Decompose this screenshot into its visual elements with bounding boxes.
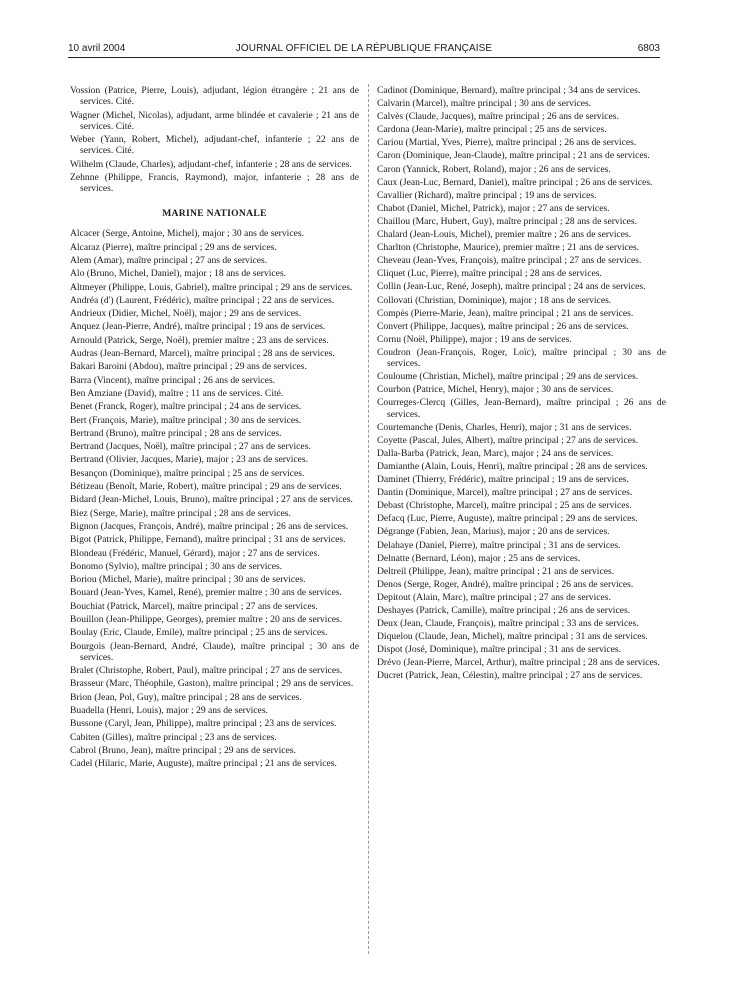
list-entry: Cadel (Hilaric, Marie, Auguste), maître principal ; 21 ans de services. — [70, 758, 337, 770]
list-entry: Besançon (Dominique), maître principal ; 25 ans de services. — [70, 467, 305, 479]
column-divider — [368, 84, 369, 954]
list-entry: Bignon (Jacques, François, André), maître principal ; 26 ans de services. — [70, 520, 349, 532]
list-entry: Convert (Philippe, Jacques), maître principal ; 26 ans de services. — [377, 320, 629, 332]
list-entry: Caron (Dominique, Jean-Claude), maître principal ; 21 ans de services. — [377, 150, 650, 162]
list-entry: Weber (Yann, Robert, Michel), adjudant-chef, infanterie ; 22 ans de services. Cité. — [70, 134, 359, 157]
list-entry: Boulay (Eric, Claude, Emile), maître principal ; 25 ans de services. — [70, 627, 328, 639]
list-entry: Cliquet (Luc, Pierre), maître principal ; 28 ans de services. — [377, 268, 602, 280]
list-entry: Delahaye (Daniel, Pierre), maître principal ; 31 ans de services. — [377, 539, 621, 551]
list-entry: Collovati (Christian, Dominique), major ; 18 ans de services. — [377, 294, 612, 306]
list-entry: Compès (Pierre-Marie, Jean), maître principal ; 21 ans de services. — [377, 307, 634, 319]
list-entry: Bert (François, Marie), maître principal ; 30 ans de services. — [70, 414, 302, 426]
list-entry: Couloume (Christian, Michel), maître principal ; 29 ans de services. — [377, 371, 639, 383]
list-entry: Arnould (Patrick, Serge, Noël), premier maître ; 23 ans de services. — [70, 334, 329, 346]
list-entry: Chaillou (Marc, Hubert, Guy), maître principal ; 28 ans de services. — [377, 215, 638, 227]
list-entry: Denos (Serge, Roger, André), maître principal ; 26 ans de services. — [377, 578, 634, 590]
list-entry: Deshayes (Patrick, Camille), maître principal ; 26 ans de services. — [377, 604, 631, 616]
list-entry: Alem (Amar), maître principal ; 27 ans de services. — [70, 255, 268, 266]
list-entry: Barra (Vincent), maître principal ; 26 ans de services. — [70, 374, 276, 386]
list-entry: Andrieux (Didier, Michel, Noël), major ; 29 ans de services. — [70, 308, 302, 320]
list-entry: Diquelou (Claude, Jean, Michel), maître principal ; 31 ans de services. — [377, 631, 648, 643]
list-entry: Alcaraz (Pierre), maître principal ; 29 ans de services. — [70, 241, 277, 253]
list-entry: Chabot (Daniel, Michel, Patrick), major ; 27 ans de services. — [377, 202, 610, 214]
list-entry: Dalla-Barba (Patrick, Jean, Marc), major ; 24 ans de services. — [377, 447, 614, 459]
list-entry: Daminet (Thierry, Frédéric), maître principal ; 19 ans de services. — [377, 474, 629, 486]
list-entry: Cardona (Jean-Marie), maître principal ; 25 ans de services. — [377, 124, 607, 136]
header-page-number: 6803 — [637, 43, 660, 54]
page-header — [68, 43, 660, 57]
left-main-entries — [70, 228, 359, 769]
list-entry: Chalard (Jean-Louis, Michel), premier maître ; 26 ans de services. — [377, 229, 632, 241]
list-entry: Bertrand (Olivier, Jacques, Marie), major ; 23 ans de services. — [70, 454, 309, 466]
list-entry: Benet (Franck, Roger), maître principal ; 24 ans de services. — [70, 401, 302, 413]
list-entry: Altmeyer (Philippe, Louis, Gabriel), maître principal ; 29 ans de services. — [70, 281, 353, 293]
list-entry: Dantin (Dominique, Marcel), maître principal ; 27 ans de services. — [377, 487, 633, 499]
list-entry: Coudron (Jean-François, Roger, Loïc), maître principal ; 30 ans de services. — [377, 346, 666, 370]
list-entry: Ben Amziane (David), maître ; 11 ans de services. Cité. — [70, 387, 284, 399]
list-entry: Ducret (Patrick, Jean, Célestin), maître principal ; 27 ans de services. — [377, 670, 643, 682]
list-entry: Buadella (Henri, Louis), major ; 29 ans de services. — [70, 705, 268, 716]
list-entry: Defacq (Luc, Pierre, Auguste), maître principal ; 29 ans de services. — [377, 513, 638, 525]
list-entry: Bakari Baroini (Abdou), maître principal ; 29 ans de services. — [70, 361, 307, 373]
list-entry: Debast (Christophe, Marcel), maître principal ; 25 ans de services. — [377, 500, 632, 512]
right-main-entries — [377, 85, 666, 682]
right-column — [377, 85, 666, 684]
list-entry: Brasseur (Marc, Théophile, Gaston), maître principal ; 29 ans de services. — [70, 678, 354, 690]
list-entry: Brion (Jean, Pol, Guy), maître principal ; 28 ans de services. — [70, 691, 302, 703]
list-entry: Deltreil (Philippe, Jean), maître principal ; 21 ans de services. — [377, 565, 615, 577]
list-entry: Cariou (Martial, Yves, Pierre), maître principal ; 26 ans de services. — [377, 137, 637, 149]
list-entry: Cabiten (Gilles), maître principal ; 23 ans de services. — [70, 731, 277, 743]
list-entry: Courtemanche (Denis, Charles, Henri), major ; 31 ans de services. — [377, 421, 632, 433]
list-entry: Bourgois (Jean-Bernard, André, Claude), maître principal ; 30 ans de services. — [70, 640, 359, 663]
list-entry: Depitout (Alain, Marc), maître principal ; 27 ans de services. — [377, 591, 611, 603]
list-entry: Anquez (Jean-Pierre, André), maître principal ; 19 ans de services. — [70, 321, 326, 333]
list-entry: Bigot (Patrick, Philippe, Fernand), maître principal ; 31 ans de services. — [70, 534, 346, 546]
list-entry: Cadinot (Dominique, Bernard), maître principal ; 34 ans de services. — [377, 85, 641, 96]
list-entry: Bonomo (Sylvio), maître principal ; 30 ans de services. — [70, 560, 283, 572]
list-entry: Bouillon (Jean-Philippe, Georges), premier maître ; 20 ans de services. — [70, 614, 343, 626]
list-entry: Cabrol (Bruno, Jean), maître principal ; 29 ans de services. — [70, 744, 296, 756]
section-title: MARINE NATIONALE — [162, 208, 267, 220]
list-entry: Bétizeau (Benoît, Marie, Robert), maître principal ; 29 ans de services. — [70, 481, 342, 493]
list-entry: Bertrand (Jacques, Noël), maître principal ; 27 ans de services. — [70, 441, 311, 453]
list-entry: Bussone (Caryl, Jean, Philippe), maître principal ; 23 ans de services. — [70, 718, 337, 730]
list-entry: Calvès (Claude, Jacques), maître principal ; 26 ans de services. — [377, 111, 619, 123]
list-entry: Cheveau (Jean-Yves, François), maître principal ; 27 ans de services. — [377, 255, 642, 267]
list-entry: Courbon (Patrice, Michel, Henry), major ; 30 ans de services. — [377, 384, 614, 396]
list-entry: Blondeau (Frédéric, Manuel, Gérard), major ; 27 ans de services. — [70, 547, 320, 559]
list-entry: Bouchiat (Patrick, Marcel), maître principal ; 27 ans de services. — [70, 600, 318, 612]
list-entry: Bralet (Christophe, Robert, Paul), maître principal ; 27 ans de services. — [70, 665, 343, 677]
list-entry: Vossion (Patrice, Pierre, Louis), adjudant, légion étrangère ; 21 ans de services. Cité. — [70, 85, 359, 108]
list-entry: Bertrand (Bruno), maître principal ; 28 ans de services. — [70, 427, 282, 439]
list-entry: Deux (Jean, Claude, François), maître principal ; 33 ans de services. — [377, 618, 639, 630]
header-date: 10 avril 2004 — [68, 43, 126, 54]
list-entry: Wagner (Michel, Nicolas), adjudant, arme blindée et cavalerie ; 21 ans de services. Cité. — [70, 109, 359, 132]
list-entry: Coyette (Pascal, Jules, Albert), maître principal ; 27 ans de services. — [377, 434, 639, 446]
list-entry: Dispot (José, Dominique), maître principal ; 31 ans de services. — [377, 644, 622, 656]
list-entry: Damianthe (Alain, Louis, Henri), maître principal ; 28 ans de services. — [377, 460, 648, 472]
list-entry: Zehnne (Philippe, Francis, Raymond), major, infanterie ; 28 ans de services. — [70, 171, 359, 194]
list-entry: Bidard (Jean-Michel, Louis, Bruno), maître principal ; 27 ans de services. — [70, 494, 353, 506]
left-column — [70, 85, 359, 771]
list-entry: Collin (Jean-Luc, René, Joseph), maître principal ; 24 ans de services. — [377, 281, 646, 293]
left-top-entries — [70, 85, 359, 194]
list-entry: Bouard (Jean-Yves, Kamel, René), premier maître ; 30 ans de services. — [70, 587, 342, 599]
list-entry: Audras (Jean-Bernard, Marcel), maître principal ; 28 ans de services. — [70, 348, 335, 360]
list-entry: Cavallier (Richard), maître principal ; 19 ans de services. — [377, 189, 597, 201]
list-entry: Caron (Yannick, Robert, Roland), major ; 26 ans de services. — [377, 163, 611, 175]
list-entry: Calvarin (Marcel), maître principal ; 30 ans de services. — [377, 98, 592, 110]
header-rule — [68, 57, 660, 58]
list-entry: Courreges-Clercq (Gilles, Jean-Bernard), maître principal ; 26 ans de services. — [377, 397, 666, 420]
list-entry: Cornu (Noël, Philippe), major ; 19 ans de services. — [377, 333, 572, 345]
list-entry: Caux (Jean-Luc, Bernard, Daniel), maître principal ; 26 ans de services. — [377, 176, 653, 188]
list-entry: Drévo (Jean-Pierre, Marcel, Arthur), maître principal ; 28 ans de services. — [377, 657, 660, 669]
list-entry: Dégrange (Fabien, Jean, Marius), major ; 20 ans de services. — [377, 526, 610, 538]
list-entry: Biez (Serge, Marie), maître principal ; 28 ans de services. — [70, 507, 291, 519]
list-entry: Andréa (d') (Laurent, Frédéric), maître principal ; 22 ans de services. — [70, 294, 335, 306]
list-entry: Boriou (Michel, Marie), maître principal ; 30 ans de services. — [70, 574, 306, 586]
list-entry: Delnatte (Bernard, Léon), major ; 25 ans de services. — [377, 552, 581, 564]
header-title: JOURNAL OFFICIEL DE LA RÉPUBLIQUE FRANÇAISE — [235, 43, 493, 54]
list-entry: Alo (Bruno, Michel, Daniel), major ; 18 ans de services. — [70, 268, 287, 280]
list-entry: Wilhelm (Claude, Charles), adjudant-chef, infanterie ; 28 ans de services. — [70, 158, 352, 170]
list-entry: Alcacer (Serge, Antoine, Michel), major ; 30 ans de services. — [70, 228, 304, 240]
list-entry: Charlton (Christophe, Maurice), premier maître ; 21 ans de services. — [377, 242, 640, 254]
